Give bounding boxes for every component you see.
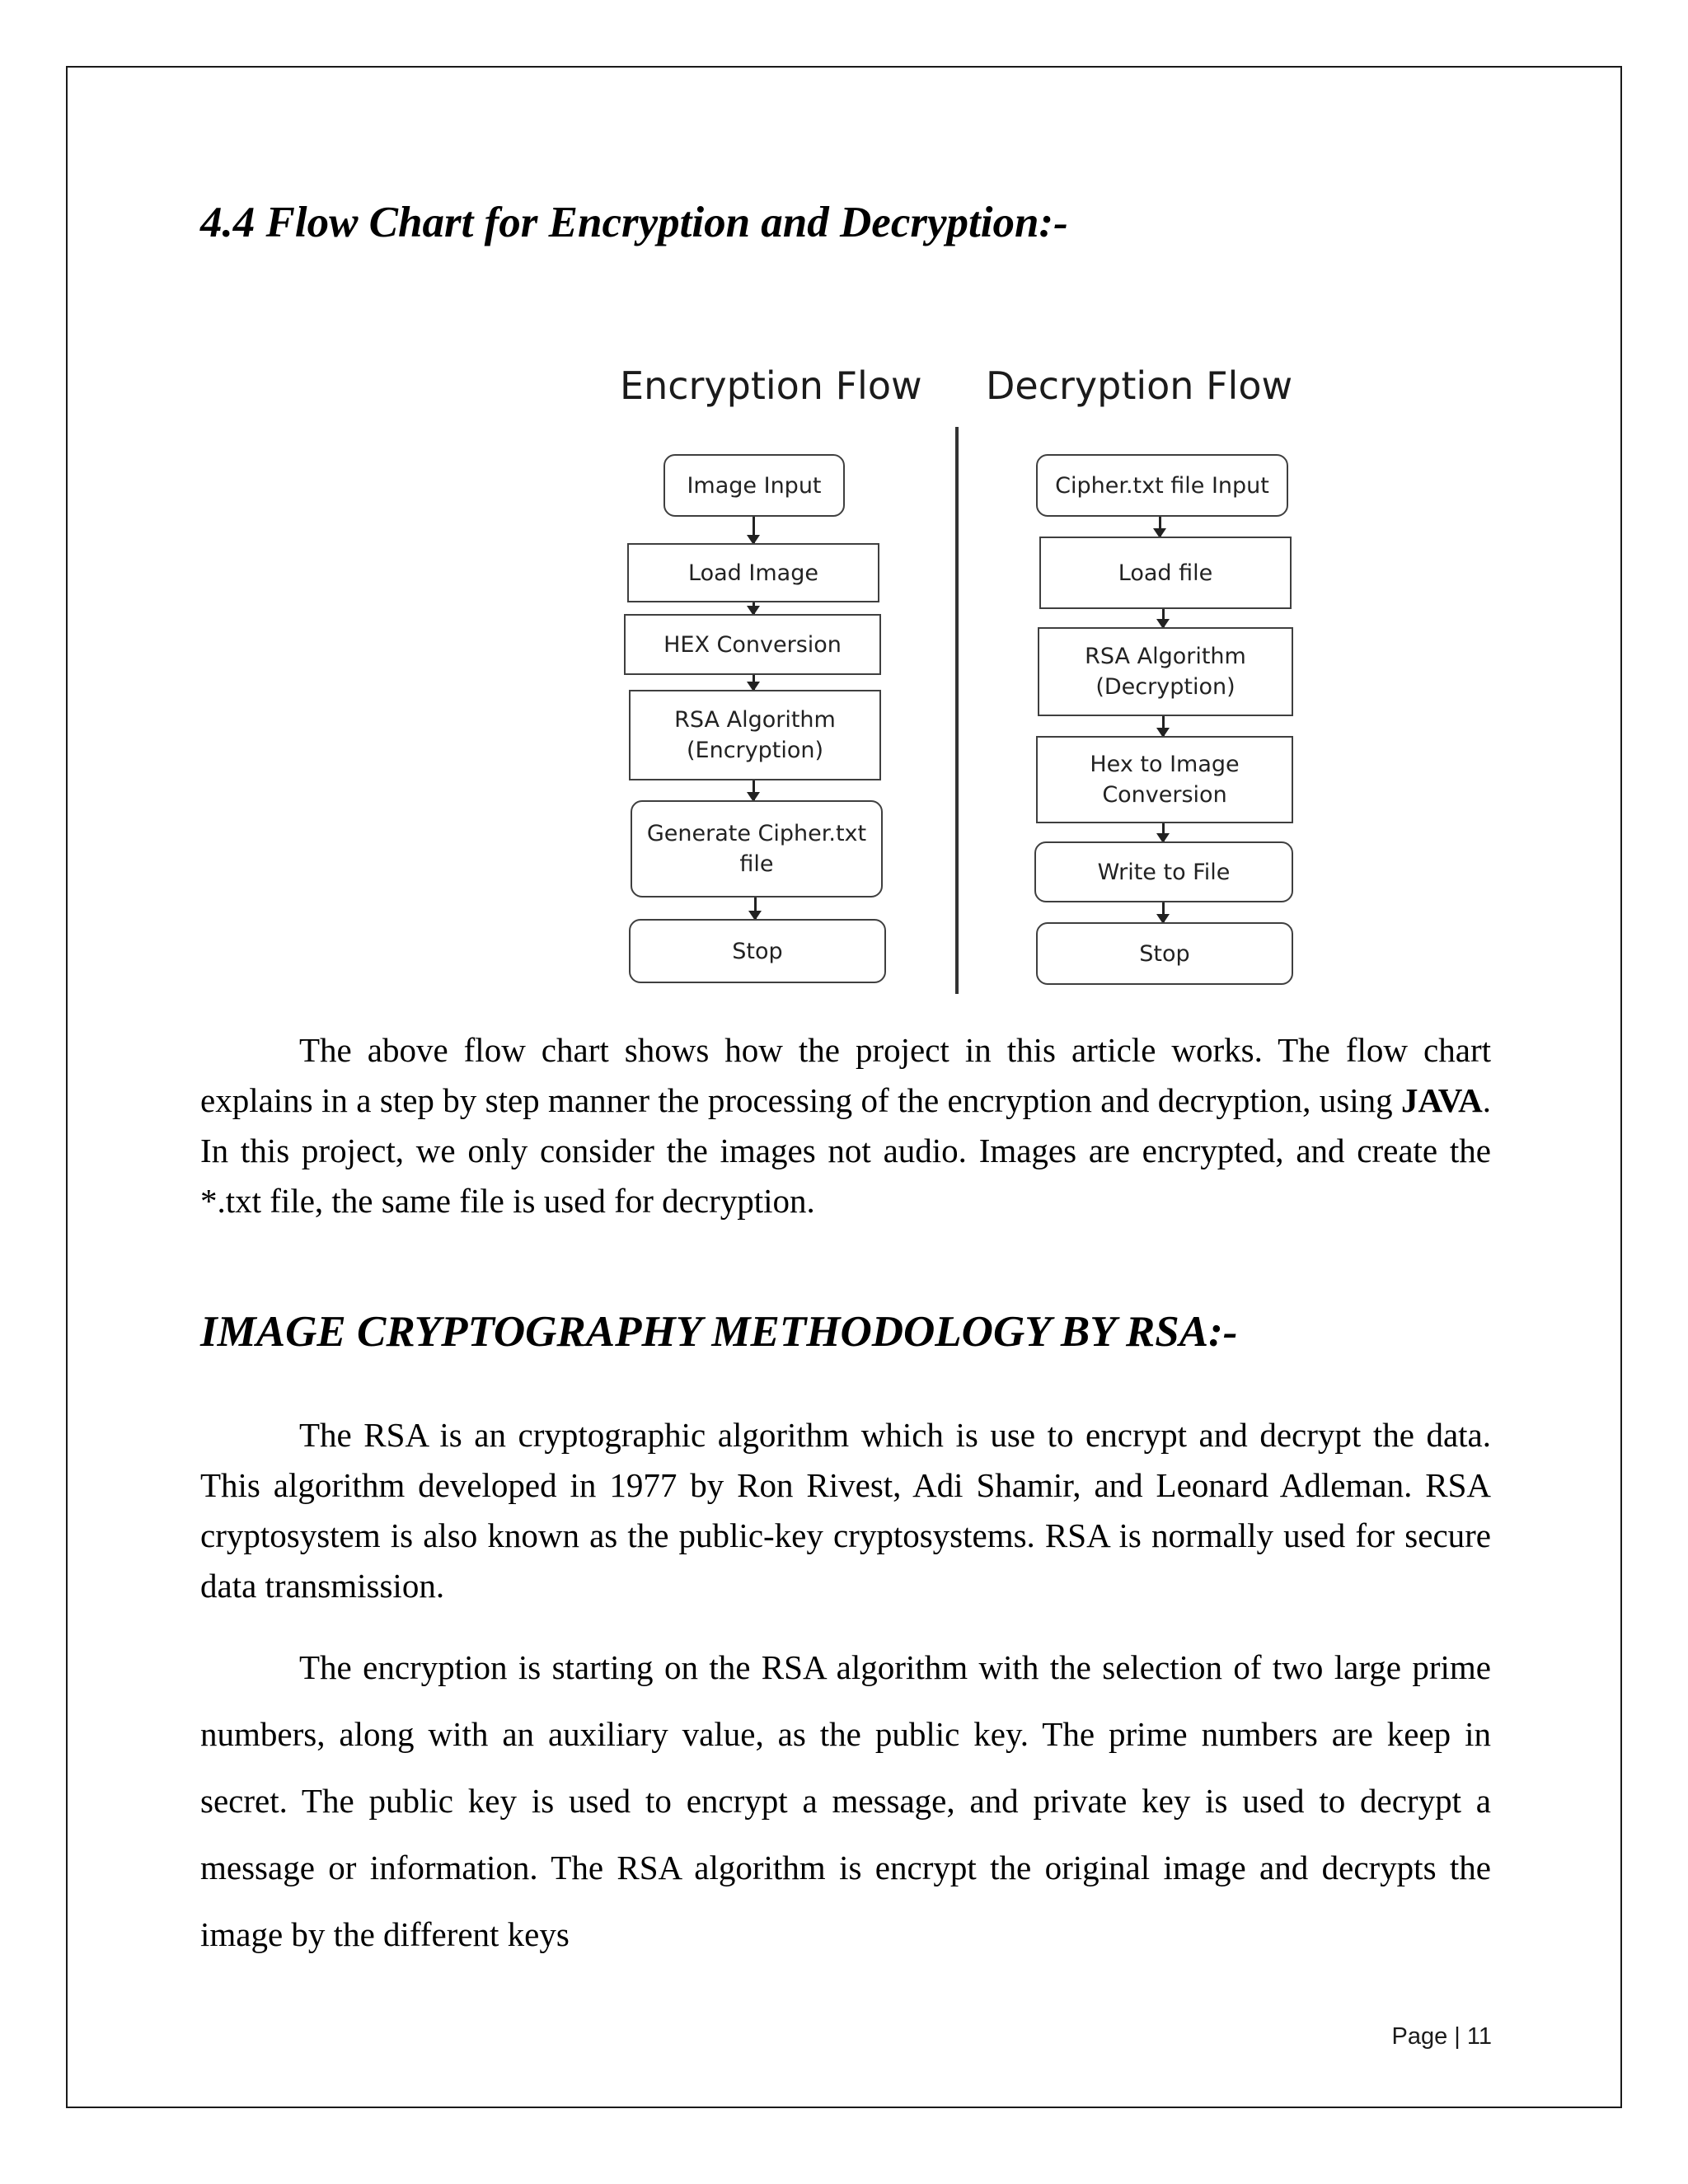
enc-node-stop: Stop <box>629 919 886 983</box>
enc-arrow <box>753 602 755 614</box>
dec-node-cipher-input: Cipher.txt file Input <box>1036 454 1288 517</box>
dec-arrow <box>1162 609 1165 627</box>
java-keyword: JAVA <box>1400 1081 1483 1119</box>
decryption-flow-title: Decryption Flow <box>986 363 1293 408</box>
dec-node-hex-to-image: Hex to Image Conversion <box>1036 736 1293 823</box>
enc-arrow <box>753 675 755 690</box>
page-number: Page | 11 <box>1391 2023 1492 2050</box>
enc-arrow <box>753 517 755 543</box>
dec-arrow <box>1162 902 1165 922</box>
dec-arrow <box>1162 823 1165 841</box>
enc-arrow <box>753 780 755 800</box>
paragraph-rsa-encryption: The encryption is starting on the RSA algorithm with the selection of two large prime numbers, along with an auxiliary value, as the public key. The prime numbers are keep in secret. The public key is used to encrypt a message, and private key is used to decrypt a message or information. The RSA algorithm is encrypt the original image and decrypts the image by the different keys <box>200 1648 1491 1953</box>
dec-node-load-file: Load file <box>1039 537 1292 609</box>
dec-arrow <box>1162 716 1165 736</box>
enc-node-generate-cipher: Generate Cipher.txt file <box>631 800 883 898</box>
enc-node-rsa-encryption: RSA Algorithm (Encryption) <box>629 690 881 780</box>
dec-node-stop: Stop <box>1036 922 1293 985</box>
enc-node-image-input: Image Input <box>663 454 845 517</box>
section-heading: 4.4 Flow Chart for Encryption and Decryption:- <box>200 199 1068 246</box>
encryption-flow-title: Encryption Flow <box>620 363 922 408</box>
dec-node-rsa-decryption: RSA Algorithm (Decryption) <box>1038 627 1293 716</box>
methodology-heading: IMAGE CRYPTOGRAPHY METHODOLOGY BY RSA:- <box>200 1308 1238 1356</box>
enc-arrow <box>754 898 757 919</box>
flow-divider <box>955 427 959 994</box>
paragraph-text: . In this project, we only consider the images not audio. Images are encrypted, and create the *.txt file, the same file is used for decryption. <box>200 1081 1491 1220</box>
enc-node-hex-conversion: HEX Conversion <box>624 614 881 675</box>
paragraph-rsa-intro: The RSA is an cryptographic algorithm which is use to encrypt and decrypt the data. This algorithm developed in 1977 by Ron Rivest, Adi Shamir, and Leonard Adleman. RSA cryptosystem is also known as the public-key cryptosystems. RSA is normally used for secure data transmission. <box>200 1416 1491 1605</box>
dec-node-write-to-file: Write to File <box>1034 841 1293 902</box>
dec-arrow <box>1159 517 1161 537</box>
enc-node-load-image: Load Image <box>627 543 879 602</box>
paragraph-text: The above flow chart shows how the project in this article works. The flow chart explains in a step by step manner the processing of the encryption and decryption, using <box>200 1031 1491 1119</box>
paragraph-flowchart-description <box>200 1025 1491 1226</box>
